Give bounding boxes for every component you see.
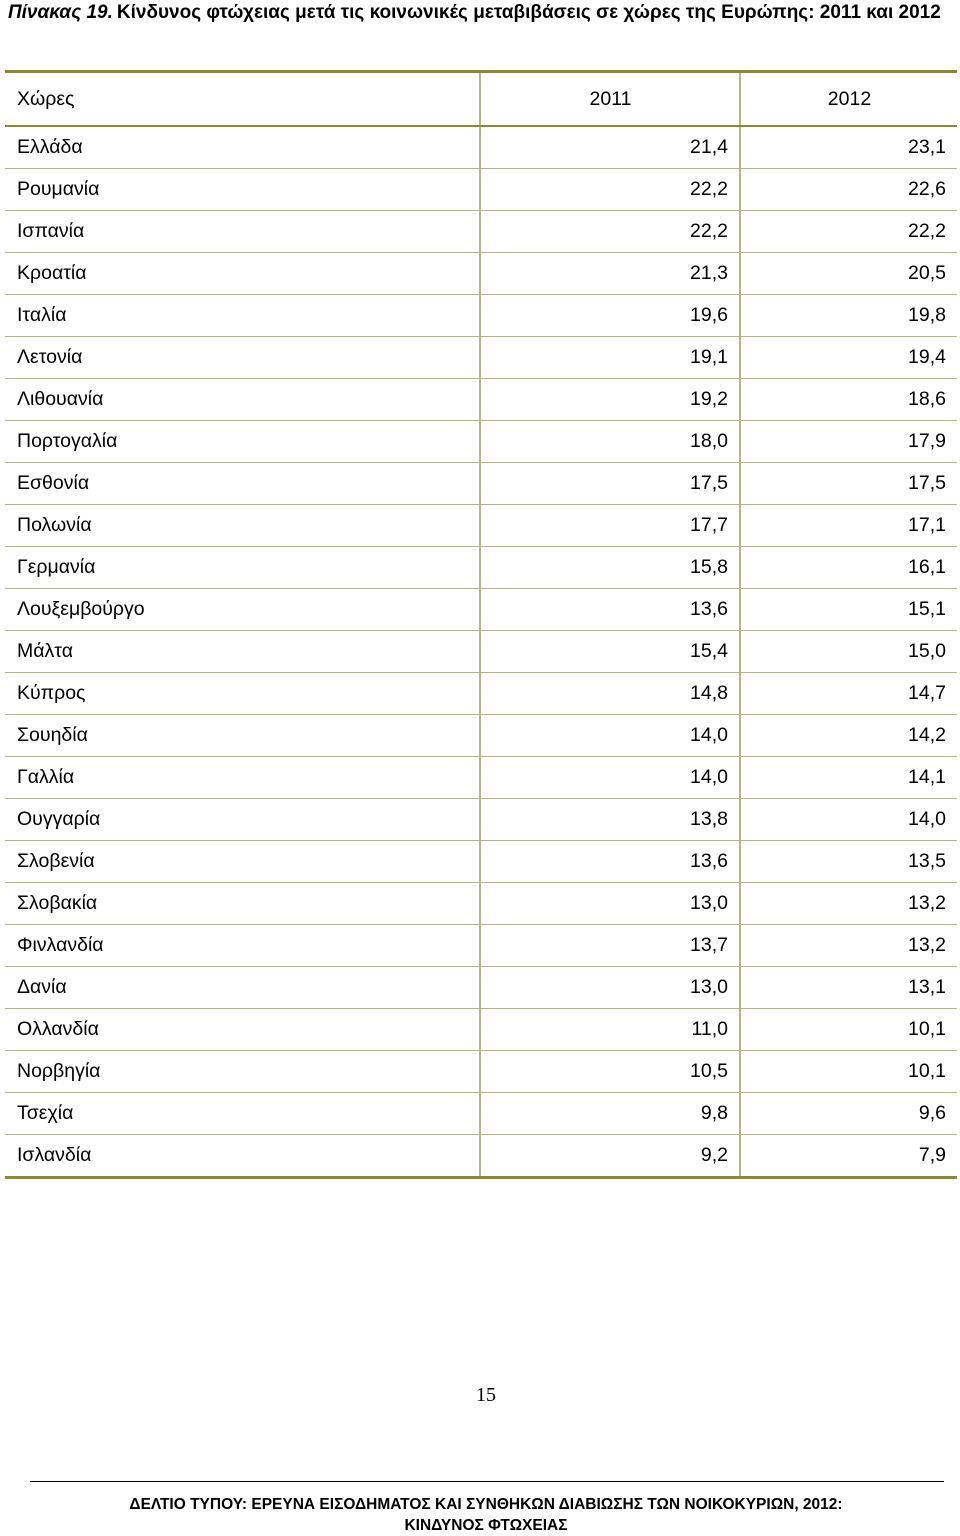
country-cell: Γαλλία: [5, 757, 480, 799]
value-2012-cell: 17,9: [740, 421, 957, 463]
table-row: [5, 883, 957, 925]
header-2012: 2012: [740, 72, 957, 127]
table-row: [5, 126, 957, 169]
value-2011-cell: 13,6: [480, 841, 740, 883]
country-cell: Φινλανδία: [5, 925, 480, 967]
value-2011-cell: 19,1: [480, 337, 740, 379]
value-2012-cell: 19,4: [740, 337, 957, 379]
value-2012-cell: 22,6: [740, 169, 957, 211]
country-cell: Πολωνία: [5, 505, 480, 547]
value-2012-cell: 9,6: [740, 1093, 957, 1135]
value-2012-cell: 22,2: [740, 211, 957, 253]
value-2011-cell: 19,6: [480, 295, 740, 337]
value-2012-cell: 13,2: [740, 883, 957, 925]
table-row: [5, 1009, 957, 1051]
footer-divider: [30, 1481, 944, 1482]
country-cell: Κροατία: [5, 253, 480, 295]
country-cell: Λετονία: [5, 337, 480, 379]
table-row: [5, 1093, 957, 1135]
value-2011-cell: 14,0: [480, 715, 740, 757]
value-2011-cell: 11,0: [480, 1009, 740, 1051]
value-2011-cell: 13,0: [480, 967, 740, 1009]
country-cell: Ισπανία: [5, 211, 480, 253]
country-cell: Σλοβακία: [5, 883, 480, 925]
table-title: Κίνδυνος φτώχειας μετά τις κοινωνικές μεταβιβάσεις σε χώρες της Ευρώπης: 2011 και 2012: [116, 2, 941, 23]
table-row: [5, 673, 957, 715]
value-2012-cell: 10,1: [740, 1051, 957, 1093]
value-2011-cell: 21,3: [480, 253, 740, 295]
table-number: Πίνακας 19.: [8, 2, 113, 23]
country-cell: Γερμανία: [5, 547, 480, 589]
table-row: [5, 967, 957, 1009]
footer-line-2: ΚΙΝΔΥΝΟΣ ΦΤΩΧΕΙΑΣ: [404, 1517, 568, 1534]
country-cell: Ισλανδία: [5, 1135, 480, 1178]
value-2012-cell: 15,1: [740, 589, 957, 631]
country-cell: Ελλάδα: [5, 126, 480, 169]
value-2012-cell: 13,2: [740, 925, 957, 967]
value-2011-cell: 14,0: [480, 757, 740, 799]
value-2011-cell: 15,8: [480, 547, 740, 589]
header-2011: 2011: [480, 72, 740, 127]
table-row: [5, 169, 957, 211]
value-2011-cell: 21,4: [480, 126, 740, 169]
country-cell: Δανία: [5, 967, 480, 1009]
value-2011-cell: 22,2: [480, 169, 740, 211]
value-2012-cell: 19,8: [740, 295, 957, 337]
table-row: [5, 589, 957, 631]
country-cell: Ρουμανία: [5, 169, 480, 211]
country-cell: Σλοβενία: [5, 841, 480, 883]
country-cell: Νορβηγία: [5, 1051, 480, 1093]
table-row: [5, 505, 957, 547]
country-cell: Λιθουανία: [5, 379, 480, 421]
value-2012-cell: 14,7: [740, 673, 957, 715]
value-2012-cell: 14,1: [740, 757, 957, 799]
table-row: [5, 463, 957, 505]
country-cell: Ιταλία: [5, 295, 480, 337]
value-2012-cell: 13,5: [740, 841, 957, 883]
country-cell: Εσθονία: [5, 463, 480, 505]
value-2011-cell: 13,7: [480, 925, 740, 967]
value-2011-cell: 15,4: [480, 631, 740, 673]
value-2011-cell: 22,2: [480, 211, 740, 253]
value-2011-cell: 13,6: [480, 589, 740, 631]
value-2012-cell: 7,9: [740, 1135, 957, 1178]
country-cell: Πορτογαλία: [5, 421, 480, 463]
country-cell: Λουξεμβούργο: [5, 589, 480, 631]
country-cell: Τσεχία: [5, 1093, 480, 1135]
value-2012-cell: 13,1: [740, 967, 957, 1009]
value-2012-cell: 23,1: [740, 126, 957, 169]
table-row: [5, 1051, 957, 1093]
value-2011-cell: 18,0: [480, 421, 740, 463]
country-cell: Ουγγαρία: [5, 799, 480, 841]
table-row: [5, 631, 957, 673]
table-row: [5, 253, 957, 295]
table-row: [5, 421, 957, 463]
value-2011-cell: 10,5: [480, 1051, 740, 1093]
value-2011-cell: 9,2: [480, 1135, 740, 1178]
value-2012-cell: 10,1: [740, 1009, 957, 1051]
header-country: Χώρες: [5, 72, 480, 127]
table-row: [5, 841, 957, 883]
value-2012-cell: 15,0: [740, 631, 957, 673]
page-number: 15: [476, 1384, 496, 1406]
table-body: [5, 126, 957, 1178]
value-2011-cell: 19,2: [480, 379, 740, 421]
table-row: [5, 1135, 957, 1178]
value-2011-cell: 17,5: [480, 463, 740, 505]
value-2012-cell: 20,5: [740, 253, 957, 295]
value-2011-cell: 17,7: [480, 505, 740, 547]
country-cell: Σουηδία: [5, 715, 480, 757]
country-cell: Κύπρος: [5, 673, 480, 715]
table-row: [5, 715, 957, 757]
value-2012-cell: 17,5: [740, 463, 957, 505]
table-row: [5, 925, 957, 967]
country-cell: Ολλανδία: [5, 1009, 480, 1051]
table-row: [5, 757, 957, 799]
value-2012-cell: 14,0: [740, 799, 957, 841]
table-caption: [8, 0, 953, 25]
value-2011-cell: 13,0: [480, 883, 740, 925]
table-row: [5, 211, 957, 253]
value-2011-cell: 9,8: [480, 1093, 740, 1135]
table-row: [5, 337, 957, 379]
table-row: [5, 295, 957, 337]
header-row: [5, 72, 957, 127]
table-row: [5, 547, 957, 589]
country-cell: Μάλτα: [5, 631, 480, 673]
value-2012-cell: 17,1: [740, 505, 957, 547]
footer-line-1: ΔΕΛΤΙΟ ΤΥΠΟΥ: ΕΡΕΥΝΑ ΕΙΣΟΔΗΜΑΤΟΣ ΚΑΙ ΣΥΝΘΗΚΩΝ ΔΙΑΒΙΩΣΗΣ ΤΩΝ ΝΟΙΚΟΚΥΡΙΩΝ, 2012:: [129, 1496, 843, 1513]
value-2012-cell: 14,2: [740, 715, 957, 757]
value-2012-cell: 18,6: [740, 379, 957, 421]
value-2011-cell: 14,8: [480, 673, 740, 715]
table-row: [5, 799, 957, 841]
poverty-risk-table: [5, 70, 957, 1179]
table-row: [5, 379, 957, 421]
value-2012-cell: 16,1: [740, 547, 957, 589]
value-2011-cell: 13,8: [480, 799, 740, 841]
